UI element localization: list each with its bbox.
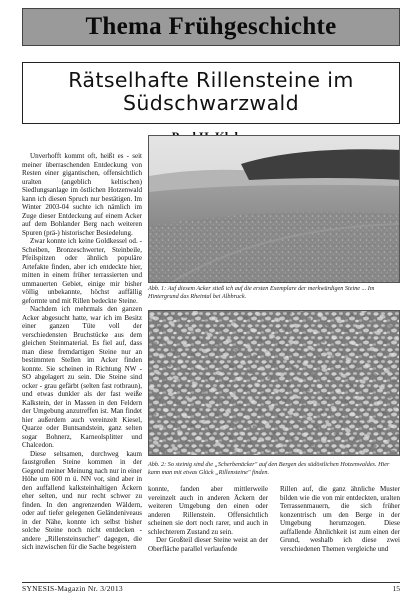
- article-title-line-1: Rätselhafte Rillensteine im: [68, 68, 354, 92]
- article-title-box: [22, 62, 400, 124]
- text-column-1: [22, 152, 142, 560]
- figure-caption-2: Abb. 2: So steinig sind die „Scherbenäcker" auf den Bergen des südöstlichen Hotzenwaldes. Hier kann man mit etwas Glück „Rillensteine" finden.: [148, 461, 390, 476]
- section-banner: [22, 8, 400, 46]
- footer-magazine: SYNESIS-Magazin Nr. 3/2013: [22, 584, 123, 593]
- photo-field-landscape: [148, 135, 400, 283]
- paragraph: Rillen auf, die ganz ähnliche Muster bilden wie die von mir entdeckten, uralten Terrassenmauern, die sich früher konzentrisch um den Berge in der Umgebung herumzogen. Diese auffallende Ähnlichkeit ist zum einen der Grund, weshalb ich diese zwei verschiedenen Themen vergleiche und: [280, 485, 400, 553]
- text-column-2: [148, 485, 268, 561]
- paragraph: Nachdem ich mehrmals den ganzen Acker abgesucht hatte, war ich im Besitz einer ganzen Tüte voll der verschiedensten Bruchstücke aus dem gleichen Steinmaterial. Es fiel auf, dass man diese fremdartigen Steine nur an bestimmten Stellen im Acker finden konnte. Sie scheinen in Richtung NW - SO abgelagert zu sein. Die Steine sind ocker - grau gefärbt (selten fast rotbraun), und etwas dunkler als der fast weiße Kalkstein, der in Massen in den Feldern der Umgebung anzutreffen ist. Man findet hier außerdem auch vereinzelt Kiesel, Quarze oder Buntsandstein, ganz selten sogar Bohnerz, Karneolsplitter und Chalcedon.: [22, 305, 142, 449]
- footer-rule: [22, 582, 400, 583]
- paragraph: konnte, fanden aber mittlerweile vereinzelt auch in anderen Äckern der weiteren Umgebung den einen oder anderen Rillenstein. Offensichtlich scheinen sie dort noch rarer, und auch in schlechterem Zustand zu sein.: [148, 485, 268, 536]
- page-number: 15: [392, 584, 400, 593]
- text-column-3: [280, 485, 400, 561]
- article-title-line-2: Südschwarzwald: [122, 91, 300, 115]
- section-title: Thema Frühgeschichte: [85, 13, 337, 40]
- paragraph: Der Großteil dieser Steine weist an der Oberfläche parallel verlaufende: [148, 536, 268, 553]
- photo-stony-field: [148, 310, 400, 456]
- paragraph: Diese seltsamen, durchweg kaum faustgroßen Steine kommen in der Gegend meiner Meinung nach nur in einer Höhe um 600 m ü. NN vor, sind aber in den auffallend kalksteinhaltigen Äckern eher selten, und nur recht schwer zu finden. In den angrenzenden Wäldern, oder auf tiefer gelegenen Geländeniveaus in der Nähe, konnte ich selbst bisher solche Steine noch nicht entdecken - andere „Rillensteinsucher" dagegen, die sich inzwischen für die Sache begeistern: [22, 449, 142, 551]
- paragraph: Unverhofft kommt oft, heißt es - seit meiner überraschenden Entdeckung von Resten einer gigantischen, offensichtlich uralten (angeblich keltischen) Siedlungsanlage im östlichen Hotzenwald kann ich diesen Spruch nur bestätigen. Im Winter 2003-04 suchte ich nämlich im Zuge dieser Entdeckung auf einem Acker auf dem Bohlander Berg nach weiteren Spuren (prä-) historischer Besiedelung.: [22, 152, 142, 237]
- paragraph: Zwar konnte ich keine Goldkessel od. -Scheiben, Bronzeschwerter, Steinbeile, Pfeilspitzen oder ähnlich populäre Artefakte finden, aber ich entdeckte hier, mitten in einem früher terrassierten und ummauerten Gebiet, einige mir bisher völlig unbekannte, höchst auffällig geformte und mit Rillen bedeckte Steine.: [22, 237, 142, 305]
- figure-caption-1: Abb. 1: Auf diesem Acker stieß ich auf die ersten Exemplare der merkwürdigen Steine ... Im Hintergrund das Rheintal bei Albbruck.: [148, 285, 375, 300]
